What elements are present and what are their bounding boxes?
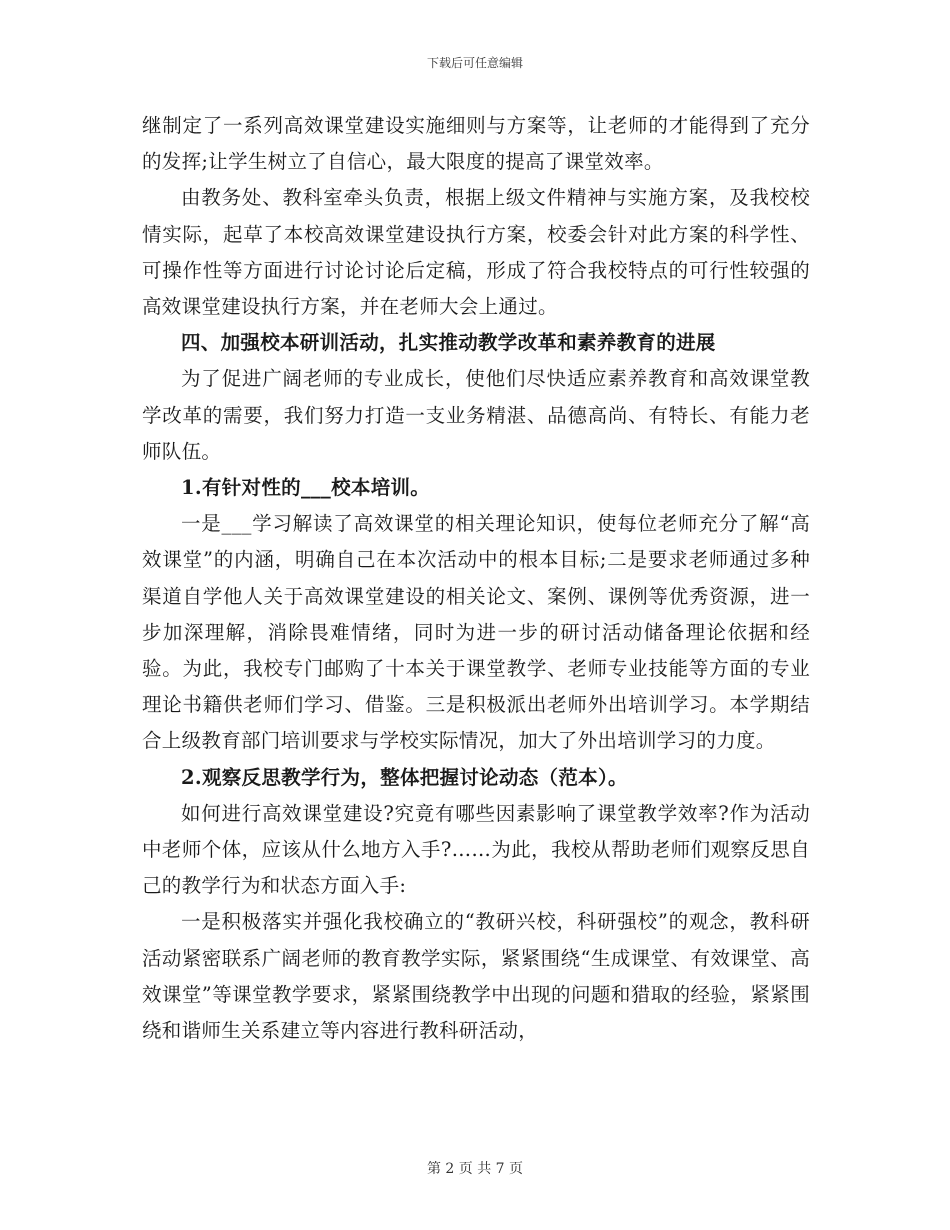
subheading-training: 1.有针对性的___校本培训。 bbox=[181, 476, 431, 500]
page-header: 下载后可任意编辑 bbox=[426, 56, 523, 70]
document-body bbox=[142, 108, 810, 1049]
page-number: 第 2 页 共 7 页 bbox=[426, 1161, 524, 1177]
paragraph-continuation: 继制定了一系列高效课堂建设实施细则与方案等，让老师的才能得到了充分的发挥;让学生树立了自信心，最大限度的提高了课堂效率。 bbox=[142, 114, 810, 174]
paragraph-plan-drafting: 由教务处、教科室牵头负责，根据上级文件精神与实施方案，及我校校情实际，起草了本校高效课堂建设执行方案，校委会针对此方案的科学性、可操作性等方面进行讨论讨论后定稿，形成了符合我校特点的可行性较强的高效课堂建设执行方案，并在老师大会上通过。 bbox=[142, 186, 810, 319]
subheading-reflection: 2.观察反思教学行为，整体把握讨论动态（范本）。 bbox=[181, 765, 628, 789]
paragraph-questions: 如何进行高效课堂建设?究竟有哪些因素影响了课堂教学效率?作为活动中老师个体，应该从什么地方入手?……为此，我校从帮助老师们观察反思自己的教学行为和状态方面入手: bbox=[142, 801, 810, 898]
paragraph-training: 一是___学习解读了高效课堂的相关理论知识，使每位老师充分了解“高效课堂”的内涵，明确自己在本次活动中的根本目标;二是要求老师通过多种渠道自学他人关于高效课堂建设的相关论文、案例、课例等优秀资源，进一步加深理解，消除畏难情绪，同时为进一步的研讨活动储备理论依据和经验。为此，我校专门邮购了十本关于课堂教学、老师专业技能等方面的专业理论书籍供老师们学习、借鉴。三是积极派出老师外出培训学习。本学期结合上级教育部门培训要求与学校实际情况，加大了外出培训学习的力度。 bbox=[142, 512, 810, 753]
paragraph-research: 一是积极落实并强化我校确立的“教研兴校，科研强校”的观念，教科研活动紧密联系广阔老师的教育教学实际，紧紧围绕“生成课堂、有效课堂、高效课堂”等课堂教学要求，紧紧围绕教学中出现的问题和猎取的经验，紧紧围绕和谐师生关系建立等内容进行教科研活动， bbox=[142, 910, 810, 1043]
section-heading-4: 四、加强校本研训活动，扎实推动教学改革和素养教育的进展 bbox=[181, 331, 716, 355]
paragraph-teacher-growth: 为了促进广阔老师的专业成长，使他们尽快适应素养教育和高效课堂教学改革的需要，我们努力打造一支业务精湛、品德高尚、有特长、有能力老师队伍。 bbox=[142, 367, 810, 463]
